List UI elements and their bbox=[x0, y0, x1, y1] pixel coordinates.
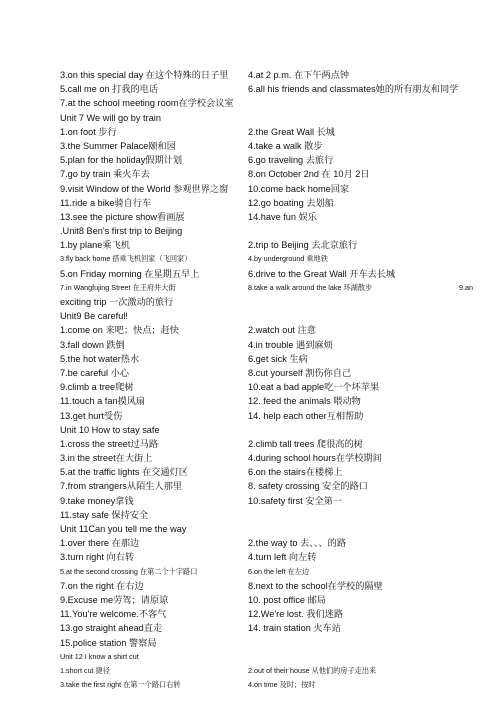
phrase-right: 2.the Great Wall 长城 bbox=[248, 126, 335, 137]
phrase-right: 4.in trouble 遇到麻烦 bbox=[248, 339, 333, 350]
phrase-left: 13.get hurt受伤 bbox=[60, 410, 123, 421]
phrase-left: 3.in the street在大街上 bbox=[60, 453, 153, 464]
phrase-left: 1.cross the street过马路 bbox=[60, 438, 159, 449]
phrase-left: 3.fall down 跌倒 bbox=[60, 339, 125, 350]
list-row bbox=[60, 196, 445, 210]
phrase-right: 6.on the left 在左边 bbox=[248, 566, 310, 576]
phrase-right: 4.on time 及时；按时 bbox=[248, 680, 316, 690]
phrase-left: 3.fly back home 搭乘飞机回家（飞回家） bbox=[60, 254, 192, 264]
vocabulary-list bbox=[60, 68, 473, 692]
list-row bbox=[60, 139, 445, 153]
phrase-right: 6.go traveling 去旅行 bbox=[248, 155, 334, 166]
phrase-right: 10.safety first 安全第一 bbox=[248, 495, 342, 506]
list-row bbox=[60, 82, 459, 96]
list-row bbox=[60, 125, 445, 139]
list-row bbox=[60, 295, 445, 309]
phrase-left: 9.Excuse me劳驾；请原谅 bbox=[60, 594, 169, 605]
list-row bbox=[60, 465, 445, 479]
phrase-left: 13.see the picture show看画展 bbox=[60, 211, 185, 222]
list-row bbox=[60, 636, 445, 650]
line-text: Unit 12 I know a shirt cut bbox=[60, 651, 139, 661]
phrase-left: 3.turn right 向右转 bbox=[60, 552, 135, 563]
phrase-right: 14.have fun 娱乐 bbox=[248, 211, 317, 222]
list-row bbox=[60, 593, 445, 607]
list-row bbox=[60, 650, 445, 664]
phrase-right: 2.climb tall trees 爬很高的树 bbox=[248, 438, 363, 449]
phrase-right: 10.eat a bad apple吃一个坏苹果 bbox=[248, 382, 380, 393]
phrase-right: 14. help each other互相帮助 bbox=[248, 410, 364, 421]
phrase-left: 5.call me on 打我的电话 bbox=[60, 84, 159, 95]
list-row bbox=[60, 281, 473, 295]
list-row bbox=[60, 182, 445, 196]
phrase-right: 8. safety crossing 安全的路口 bbox=[248, 481, 368, 492]
phrase-right: 8.next to the school在学校的隔壁 bbox=[248, 580, 383, 591]
list-row bbox=[60, 96, 445, 110]
line-text: Unit 10 How to stay safe bbox=[60, 424, 160, 435]
phrase-left: 11.You're welcome.不客气 bbox=[60, 609, 167, 620]
list-row bbox=[60, 309, 445, 323]
phrase-continued: 9.an bbox=[459, 282, 473, 292]
list-row bbox=[60, 494, 445, 508]
list-row bbox=[60, 267, 445, 281]
phrase-left: 5.at the traffic lights 在交通灯区 bbox=[60, 467, 188, 478]
list-row bbox=[60, 380, 445, 394]
phrase-left: 1.over there 在那边 bbox=[60, 538, 140, 549]
phrase-right: 10.come back home回家 bbox=[248, 183, 350, 194]
list-row bbox=[60, 423, 445, 437]
phrase-left: 5.on Friday morning 在星期五早上 bbox=[60, 268, 200, 279]
list-row bbox=[60, 607, 445, 621]
list-row bbox=[60, 224, 445, 238]
phrase-right: 8.take a walk around the lake 环湖散步 bbox=[248, 282, 373, 292]
list-row bbox=[60, 451, 445, 465]
phrase-left: 11.touch a fan摸风扇 bbox=[60, 396, 146, 407]
list-row bbox=[60, 323, 445, 337]
line-text: 15.police station 警察局 bbox=[60, 637, 157, 648]
phrase-left: 13.go straight ahead直走 bbox=[60, 623, 163, 634]
list-row bbox=[60, 522, 445, 536]
phrase-left: 5.the hot water热水 bbox=[60, 353, 140, 364]
phrase-right: 12.go boating 去划船 bbox=[248, 197, 334, 208]
phrase-right: 4.take a walk 散步 bbox=[248, 140, 323, 151]
phrase-right: 4.by underground 乘地铁 bbox=[248, 254, 328, 264]
list-row bbox=[60, 394, 445, 408]
phrase-right: 6.on the stairs在楼梯上 bbox=[248, 467, 343, 478]
phrase-left: 9.climb a tree爬树 bbox=[60, 382, 134, 393]
phrase-left: 7.in Wangfujing Street 在王府井大街 bbox=[60, 282, 176, 292]
list-row bbox=[60, 352, 445, 366]
list-row bbox=[60, 238, 445, 252]
list-row bbox=[60, 621, 445, 635]
list-row bbox=[60, 579, 445, 593]
line-text: Unit 11Can you tell me the way bbox=[60, 524, 187, 534]
phrase-right: 2.the way to 去、、、的路 bbox=[248, 538, 347, 549]
list-row bbox=[60, 153, 445, 167]
phrase-right: 6.all his friends and classmates她的所有朋友和同学 bbox=[248, 84, 459, 95]
phrase-right: 10. post office 邮局 bbox=[248, 594, 326, 605]
list-row bbox=[60, 437, 445, 451]
line-text: exciting trip 一次激动的旅行 bbox=[60, 297, 174, 307]
list-row bbox=[60, 678, 445, 692]
list-row bbox=[60, 167, 445, 181]
line-text: Unit9 Be careful! bbox=[60, 311, 128, 322]
list-row bbox=[60, 409, 445, 423]
list-row bbox=[60, 210, 445, 224]
line-text: 7.at the school meeting room在学校会议室 bbox=[60, 98, 234, 109]
phrase-left: 5.plan for the holiday假期计划 bbox=[60, 155, 183, 166]
phrase-right: 12.We're lost. 我们迷路 bbox=[248, 609, 344, 620]
phrase-left: 9.visit Window of the World 参观世界之窗 bbox=[60, 183, 229, 194]
phrase-left: 9.take money拿钱 bbox=[60, 495, 134, 506]
phrase-left: 7.from strangers从陌生人那里 bbox=[60, 481, 183, 492]
phrase-right: 14. train station 火车站 bbox=[248, 623, 341, 634]
list-row bbox=[60, 111, 445, 125]
list-row bbox=[60, 366, 445, 380]
list-row bbox=[60, 550, 445, 564]
phrase-left: 1.short cut 捷径 bbox=[60, 665, 110, 675]
phrase-left: 1.on foot 步行 bbox=[60, 126, 117, 137]
phrase-left: 7.be careful 小心 bbox=[60, 367, 129, 378]
list-row bbox=[60, 664, 445, 678]
phrase-right: 8.cut yourself 割伤你自己 bbox=[248, 367, 352, 378]
phrase-left: 3.take the first right 在第一个路口右转 bbox=[60, 680, 181, 690]
phrase-right: 4.at 2 p.m. 在下午两点钟 bbox=[248, 70, 350, 80]
phrase-left: 1.by plane乘飞机 bbox=[60, 240, 130, 251]
list-row bbox=[60, 338, 445, 352]
list-row bbox=[60, 68, 445, 82]
list-row bbox=[60, 479, 445, 493]
phrase-right: 6.get sick 生病 bbox=[248, 353, 308, 364]
list-row bbox=[60, 565, 445, 579]
phrase-right: 4.during school hours在学校期间 bbox=[248, 453, 382, 464]
phrase-right: 8.on October 2nd 在 10月 2日 bbox=[248, 169, 370, 180]
line-text: Unit 7 We will go by train bbox=[60, 112, 161, 123]
phrase-right: 6.drive to the Great Wall 开车去长城 bbox=[248, 268, 396, 279]
list-row bbox=[60, 508, 445, 522]
phrase-left: 5.at the second crossing 在第二个十字路口 bbox=[60, 566, 198, 576]
list-row bbox=[60, 252, 445, 266]
phrase-left: 11.ride a bike骑自行车 bbox=[60, 197, 152, 208]
list-row bbox=[60, 536, 445, 550]
phrase-right: 2.watch out 注意 bbox=[248, 325, 316, 336]
phrase-right: 4.turn left 向左转 bbox=[248, 552, 317, 563]
phrase-right: 12. feed the animals 喂动物 bbox=[248, 396, 361, 407]
phrase-left: 1.come on 来吧；快点；赶快 bbox=[60, 325, 179, 336]
phrase-left: 3.on this special day 在这个特殊的日子里 bbox=[60, 70, 229, 80]
line-text: 11.stay safe 保持安全 bbox=[60, 509, 149, 520]
phrase-left: 7.on the right 在右边 bbox=[60, 580, 144, 591]
line-text: .Unit8 Ben's first trip to Beijing bbox=[60, 226, 183, 237]
phrase-left: 3.the Summer Palace颐和园 bbox=[60, 140, 176, 151]
phrase-right: 2.out of their house 从他们的房子走出来 bbox=[248, 665, 377, 675]
phrase-left: 7.go by train 乘火车去 bbox=[60, 169, 150, 180]
phrase-right: 2.trip to Beijing 去北京旅行 bbox=[248, 240, 358, 251]
